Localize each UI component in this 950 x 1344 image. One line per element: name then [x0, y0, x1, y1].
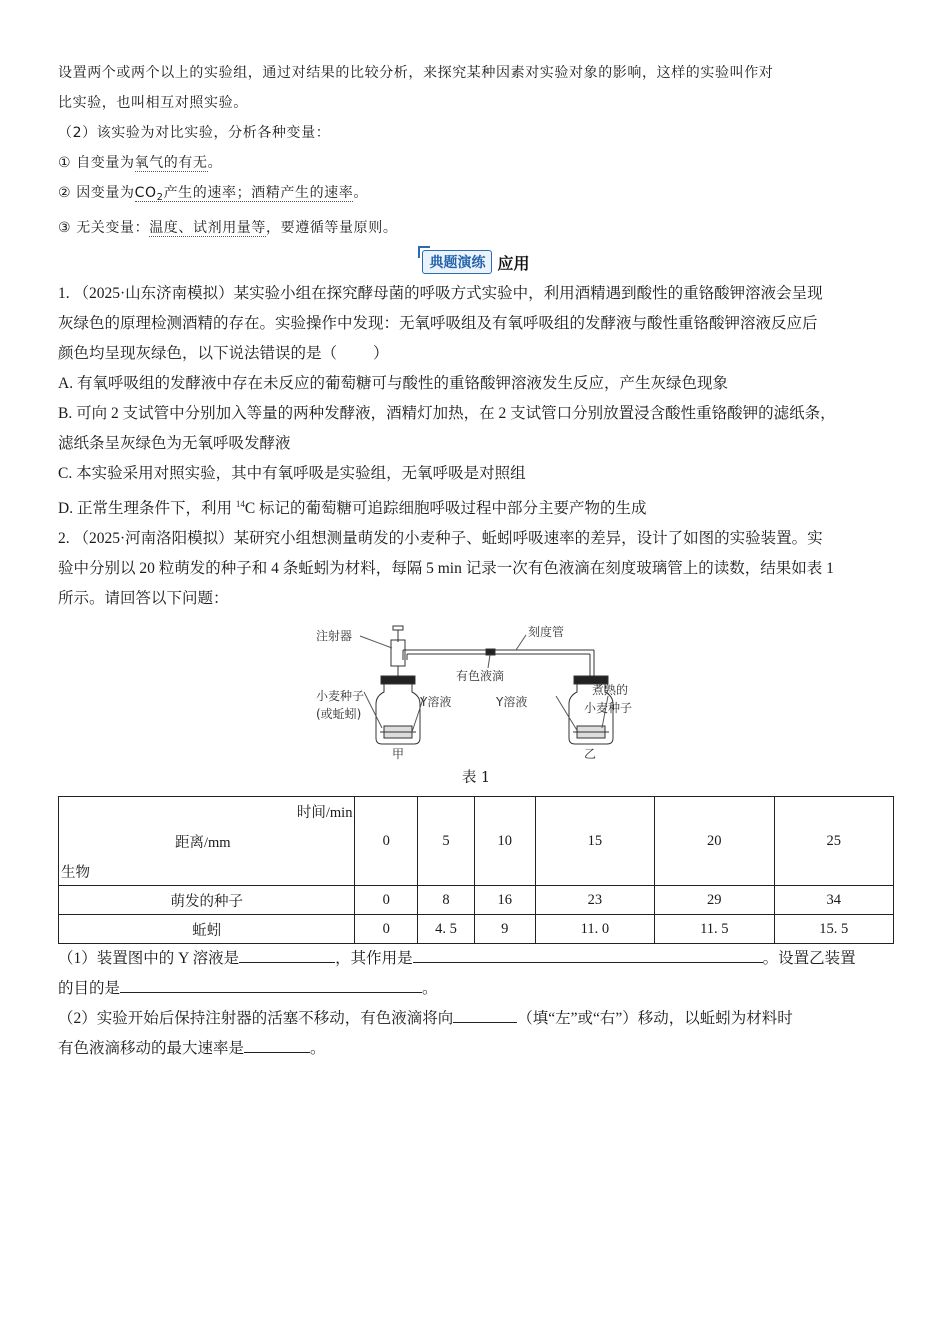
irr-end: ，要遵循等量原则。: [266, 220, 398, 236]
sub-q2-line-1: [58, 1004, 894, 1034]
label-drop: 有色液滴: [456, 669, 505, 683]
sub-q1-line-1: [58, 944, 894, 974]
s2-l2-pre: 有色液滴移动的最大速率是: [58, 1040, 245, 1057]
table-header-cell: 0: [355, 797, 418, 886]
s1-mid: ，其作用是: [335, 950, 413, 967]
table-row: [59, 915, 894, 944]
sub-q1-line-2: [58, 974, 894, 1004]
table-cell: 15. 5: [774, 915, 893, 944]
banner-word: 应用: [497, 253, 530, 273]
banner-tag: 典题演练: [422, 250, 492, 274]
q1-stem-3-text: 颜色均呈现灰绿色，以下说法错误的是（: [58, 345, 338, 362]
table-header-row: [59, 797, 894, 886]
q1-d-pre: D. 正常生理条件下，利用: [58, 500, 236, 517]
answer-blank-function[interactable]: [413, 945, 763, 963]
table-cell: 23: [535, 886, 654, 915]
s1-pre: （1）装置图中的 Y 溶液是: [58, 950, 240, 967]
page: [58, 58, 894, 1064]
iv-end: 。: [207, 155, 223, 171]
independent-variable: [58, 148, 894, 178]
q2-stem-3: 所示。请回答以下问题：: [58, 590, 229, 607]
corner-time: 时间/min: [296, 805, 353, 821]
q1-stem-1: 1. （2025·山东济南模拟）某实验小组在探究酵母菌的呼吸方式实验中，利用酒精遇到酸性的重铬酸钾溶液会呈现: [58, 285, 823, 302]
dv-prefix: ② 因变量为: [58, 185, 135, 201]
answer-blank-max-rate[interactable]: [244, 1035, 310, 1053]
q1-stem-3: [58, 339, 894, 369]
corner-organism: 生物: [61, 865, 90, 881]
table-header-cell: 10: [474, 797, 535, 886]
table-header-cell: 20: [655, 797, 774, 886]
table-row-label: 蚯蚓: [59, 915, 355, 944]
s2-mid: （填“左”或“右”）移动，以蚯蚓为材料时: [517, 1010, 793, 1027]
intro-line-2: 比实验，也叫相互对照实验。: [58, 95, 248, 111]
q1-option-b-1: B. 可向 2 支试管中分别加入等量的两种发酵液，酒精灯加热，在 2 支试管口分别放置浸含酸性重铬酸钾的滤纸条，: [58, 405, 836, 422]
q1-stem-3-close: ）: [373, 345, 389, 362]
q1-option-c: C. 本实验采用对照实验，其中有氧呼吸是实验组，无氧呼吸是对照组: [58, 465, 526, 482]
sub-questions: [58, 944, 894, 1064]
irrelevant-variable: [58, 213, 894, 243]
dv-end: 。: [353, 185, 368, 201]
dv-answer-text: 产生的速率；酒精产生的速率: [163, 185, 354, 201]
s1-l2-pre: 的目的是: [58, 980, 121, 997]
table-cell: 29: [655, 886, 774, 915]
label-yi: 乙: [584, 747, 597, 760]
table-caption: 表 1: [461, 770, 491, 786]
sub-q2-line-2: [58, 1034, 894, 1064]
question-1: [58, 279, 894, 524]
table-cell: 34: [774, 886, 893, 915]
q1-d-sup: 14: [235, 499, 245, 509]
table-cell: 0: [355, 886, 418, 915]
table-cell: 9: [474, 915, 535, 944]
s1-l2-end: 。: [422, 980, 438, 997]
q1-stem-2: 灰绿色的原理检测酒精的存在。实验操作中发现：无氧呼吸组及有氧呼吸组的发酵液与酸性重铬酸钾溶液反应后: [58, 315, 818, 332]
answer-blank-purpose[interactable]: [120, 975, 422, 993]
table-header-cell: 25: [774, 797, 893, 886]
table-cell: 11. 5: [655, 915, 774, 944]
irr-prefix: ③ 无关变量：: [58, 220, 150, 236]
label-left-sample-2: (或蚯蚓): [316, 707, 362, 721]
section-banner: [58, 245, 894, 279]
label-y-left: Y溶液: [420, 695, 452, 709]
table-cell: 16: [474, 886, 535, 915]
answer-blank-y-solution[interactable]: [239, 945, 335, 963]
s1-end: 。设置乙装置: [762, 950, 856, 967]
q1-d-post: C 标记的葡萄糖可追踪细胞呼吸过程中部分主要产物的生成: [244, 500, 647, 517]
results-table: [58, 796, 894, 944]
table-cell: 4. 5: [418, 915, 475, 944]
irr-answer: 温度、试剂用量等: [149, 220, 267, 236]
q1-option-a: A. 有氧呼吸组的发酵液中存在未反应的葡萄糖可与酸性的重铬酸钾溶液发生反应，产生灰绿色现象: [58, 375, 728, 392]
s2-l2-end: 。: [310, 1040, 326, 1057]
label-right-sample-2: 小麦种子: [584, 701, 633, 715]
iv-prefix: ① 自变量为: [58, 155, 135, 171]
table-row: [59, 886, 894, 915]
co2-subscript: 2: [156, 192, 164, 203]
q1-option-b-2: 滤纸条呈灰绿色为无氧呼吸发酵液: [58, 435, 291, 452]
s2-pre: （2）实验开始后保持注射器的活塞不移动，有色液滴将向: [58, 1010, 454, 1027]
table-header-cell: 15: [535, 797, 654, 886]
intro-line-3: （2）该实验为对比实验，分析各种变量：: [58, 125, 331, 141]
iv-answer: 氧气的有无: [134, 155, 208, 171]
label-y-right: Y溶液: [496, 695, 528, 709]
label-tube: 刻度管: [528, 625, 565, 639]
table-cell: 8: [418, 886, 475, 915]
q1-option-d: [58, 489, 894, 524]
table-cell: 0: [355, 915, 418, 944]
apparatus-diagram: [58, 620, 894, 760]
answer-blank-direction[interactable]: [453, 1005, 517, 1023]
table-cell: 11. 0: [535, 915, 654, 944]
label-jia: 甲: [392, 747, 405, 760]
dependent-variable: [58, 178, 894, 213]
question-2: [58, 524, 894, 614]
label-syringe: 注射器: [316, 629, 353, 643]
intro-line-1: 设置两个或两个以上的实验组，通过对结果的比较分析，来探究某种因素对实验对象的影响，这样的实验叫作对: [58, 65, 774, 81]
dv-answer: [135, 185, 354, 202]
co2-text: CO: [134, 185, 157, 201]
label-right-sample-1: 煮熟的: [592, 683, 629, 697]
table-corner-cell: [59, 797, 355, 886]
q2-stem-1: 2. （2025·河南洛阳模拟）某研究小组想测量萌发的小麦种子、蚯蚓呼吸速率的差异，设计了如图的实验装置。实: [58, 530, 823, 547]
q2-stem-2: 验中分别以 20 粒萌发的种子和 4 条蚯蚓为材料，每隔 5 min 记录一次有色液滴在刻度玻璃管上的读数，结果如表 1: [58, 560, 834, 577]
flask-jia-icon: [376, 676, 420, 744]
table-header-cell: 5: [418, 797, 475, 886]
label-left-sample-1: 小麦种子: [316, 689, 365, 703]
corner-distance: 距离/mm: [175, 835, 231, 851]
table-row-label: 萌发的种子: [59, 886, 355, 915]
